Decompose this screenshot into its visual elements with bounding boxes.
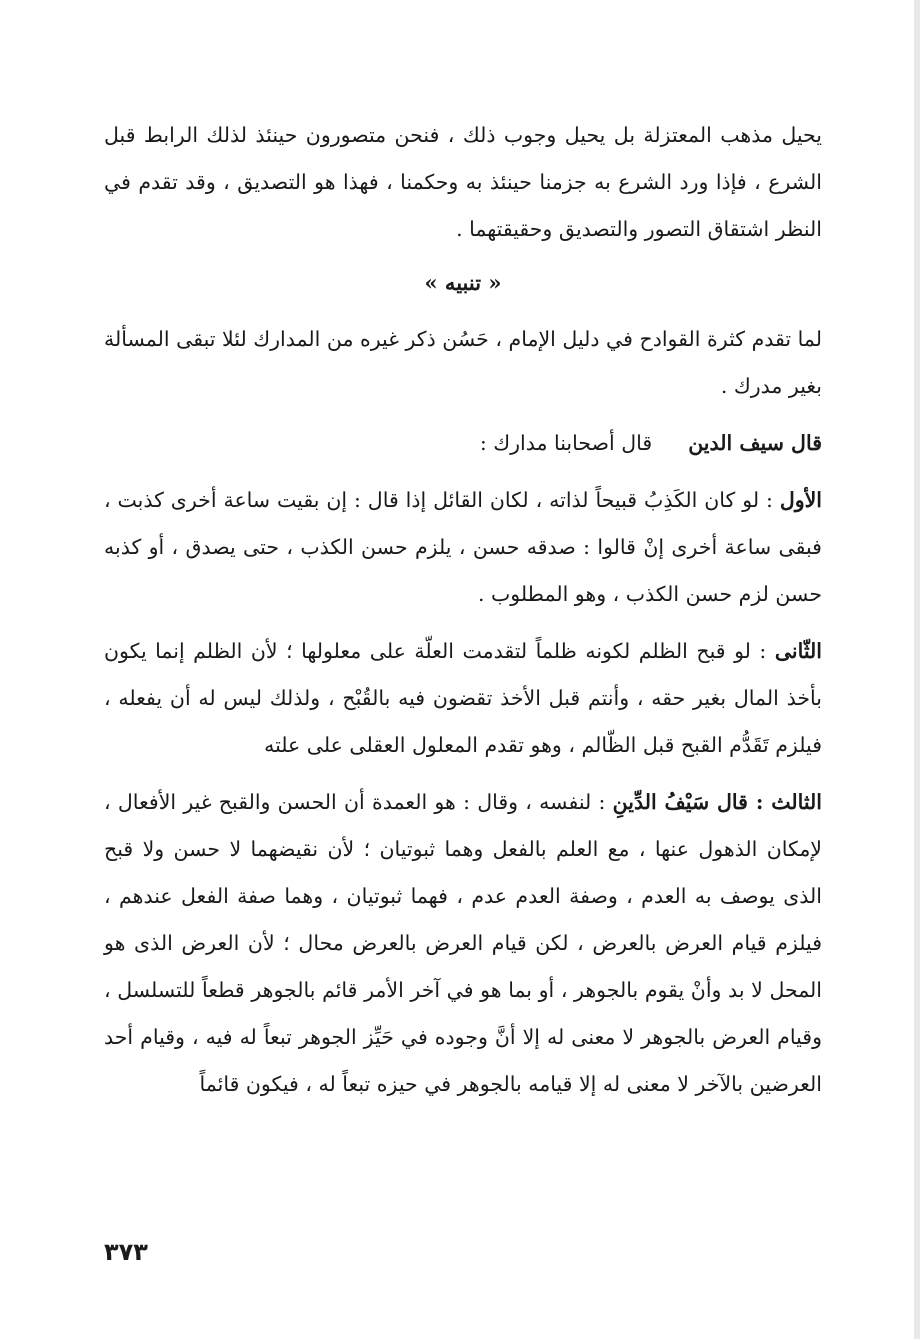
- second-argument: [104, 628, 822, 769]
- saif-lead: قال سيف الدين: [688, 431, 822, 455]
- first-text: : لو كان الكَذِبُ قبيحاً لذاته ، لكان القائل إذا قال : إن بقيت ساعة أخرى كذبت ، فبقى ساعة أخرى إنْ قالوا : صدقه حسن ، يلزم حسن الكذب ، حتى يصدق ، أو كذبه حسن لزم حسن الكذب ، وهو المطلوب .: [104, 488, 822, 606]
- first-lead: الأول: [779, 488, 822, 512]
- page-number: ٣٧٣: [104, 1238, 148, 1266]
- saif-line: [104, 420, 822, 467]
- second-lead: الثّانى: [774, 639, 822, 663]
- second-text: : لو قبح الظلم لكونه ظلماً لتقدمت العلّة على معلولها ؛ لأن الظلم إنما يكون بأخذ المال بغير حقه ، وأنتم قبل الأخذ تقضون فيه بالقُبْح ، ولذلك ليس له أن يفعله ، فيلزم تَقَدُّم القبح قبل الظّالم ، وهو تقدم المعلول العقلى على علته: [104, 639, 822, 757]
- saif-rest: قال أصحابنا مدارك :: [479, 431, 653, 455]
- first-argument: [104, 477, 822, 618]
- notice-paragraph: لما تقدم كثرة القوادح في دليل الإمام ، حَسُن ذكر غيره من المدارك لئلا تبقى المسألة بغير مدرك .: [104, 327, 822, 398]
- third-argument: [104, 779, 822, 1108]
- book-page-text: [104, 112, 822, 1108]
- notice-heading: « تنبيه »: [424, 270, 502, 295]
- intro-paragraph: يحيل مذهب المعتزلة بل يحيل وجوب ذلك ، فنحن متصورون حينئذ لذلك الرابط قبل الشرع ، فإذا ورد الشرع به جزمنا حينئذ به وحكمنا ، فهذا هو التصديق ، وقد تقدم في النظر اشتقاق التصور والتصديق وحقيقتهما .: [104, 123, 822, 241]
- third-text: : لنفسه ، وقال : هو العمدة أن الحسن والقبح غير الأفعال ، لإمكان الذهول عنها ، مع العلم بالفعل وهما ثبوتيان ؛ لأن نقيضهما لا حسن ولا قبح الذى يوصف به العدم ، وصفة العدم عدم ، فهما ثبوتيان ، وهما صفة الفعل عندهم ، فيلزم قيام العرض بالعرض ، لكن قيام العرض بالعرض محال ؛ لأن العرض الذى هو المحل لا بد وأنْ يقوم بالجوهر ، أو بما هو في آخر الأمر قائم بالجوهر قطعاً للتسلسل ، وقيام العرض بالجوهر لا معنى له إلا أنَّ وجوده في حَيِّز الجوهر تبعاً له فيه ، وقيام أحد العرضين بالآخر لا معنى له إلا قيامه بالجوهر في حيزه تبعاً له ، فيكون قائماً: [104, 790, 822, 1096]
- third-lead: الثالث : قال سَيْفُ الدِّينِ: [612, 790, 822, 814]
- page-edge: [914, 0, 920, 1339]
